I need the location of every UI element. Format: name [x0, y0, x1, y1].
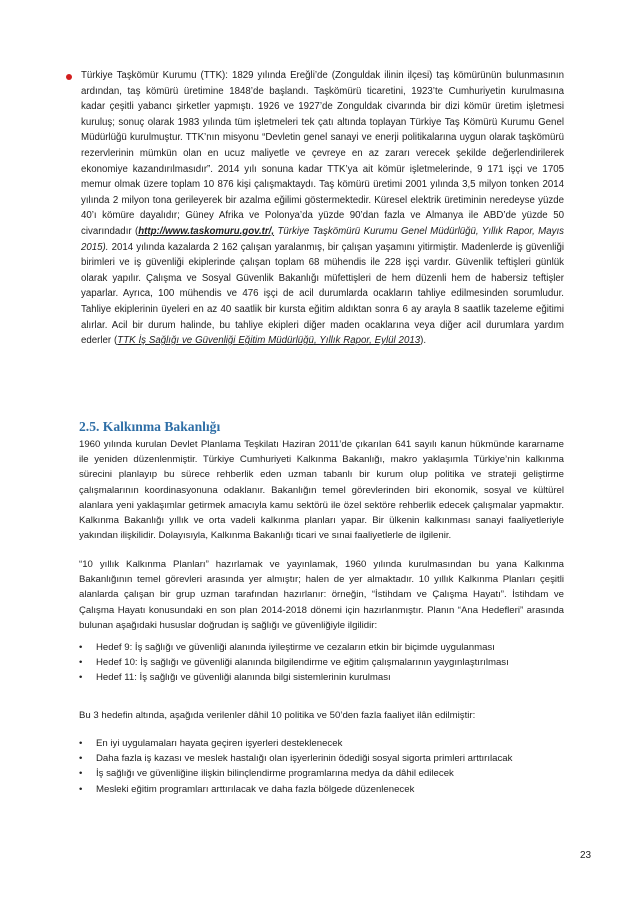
- ttk-source-2-tail: , Yıllık Rapor, Eylül 2013: [313, 335, 421, 347]
- bullet-icon: •: [79, 768, 83, 780]
- section-paragraph-1: 1960 yılında kurulan Devlet Planlama Teşkilatı Haziran 2011’de çıkarılan 641 sayılı kanun hükmünde kararname ile yeniden düzenlenmiştir. Türkiye Cumhuriyeti Kalkınma Bakanlığı, makro yaklaşımla Türkiye’nin kalkınma sürecini planlayıp bu sürece rehberlik eden uzman tabanlı bir kurum olup politika ve strateji geliştirme çalışmalarının koordinasyonuna odaklanır. Bakanlığın temel görevlerinden biri ekonomik, sosyal ve kültürel alanlara yeni yaklaşımlar getirmek amacıyla kamu sektörü ile özel sektöre rehberlik edecek çalışmalar yapmaktır. Kalkınma Bakanlığı yıllık ve orta vadeli kalkınma planları yapar. Bir ülkenin kalkınması sanayi faaliyetleriyle yakından ilişkilidir. Dolayısıyla, Kalkınma Bakanlığı ticari ve sınai faaliyetlerle de ilgilenir.: [79, 439, 564, 542]
- ttk-paragraph: [81, 68, 564, 349]
- list-item: [79, 670, 564, 685]
- ttk-text-end: ).: [420, 335, 427, 347]
- list-item: [79, 640, 564, 655]
- red-bullet-icon: [66, 74, 72, 80]
- bullet-icon: •: [79, 738, 83, 749]
- ttk-source-2: TTK İş Sağlığı ve Güvenliği Eğitim Müdürlüğü: [117, 335, 314, 347]
- section-paragraph-3: Bu 3 hedefin altında, aşağıda verilenler dâhil 10 politika ve 50’den fazla faaliyet ilân edilmiştir:: [79, 710, 476, 721]
- bullet-icon: •: [79, 642, 83, 653]
- taskomuru-link[interactable]: http://www.taskomuru.gov.tr/,: [138, 225, 275, 237]
- activities-list: [79, 736, 564, 797]
- ttk-text-intro: Türkiye Taşkömür Kurumu (TTK): 1829 yılında Ereğli’de (Zonguldak ilinin ilçesi) taş kömürünün bulunmasının ardından, taş kömürü üretimine 1848’de başlandı. Taşkömürü ticaretini, 1923’te Cumhuriyetin kurulmasına kadar çeşitli yabancı şirketler yapmıştı. 1926 ve 1927’de Zonguldak civarında bir dizi kömür üretim işletmesi kuruluş; sonuç olarak 1983 yılında tüm işletmeleri tek çatı altında toplayan Türkiye Taş Kömürü Kurumu Genel Müdürlüğü kurulmuştur. TTK’nın misyonu “Devletin genel sanayi ve enerji politikalarına uygun olarak taşkömürü rezervlerinin mümkün olan en ucuz maliyetle ve çevreye en az zararı verecek şekilde değerlendirilerek ekonomiye kazandırılmasıdır”. 2014 yılı sonuna kadar TTK’ya ait kömür işletmelerinde, 9 171 işçi ve 1705 memur olmak üzere toplam 10 876 kişi çalışmaktaydı. Taş kömürü üretimi 2001 yılında 3,5 milyon tonken 2014 yılında 2 milyon tona gerileyerek bir azalma eğilimi göstermektedir. Küresel elektrik üretiminin neredeyse yüzde 40’ı kömüre dayalıdır; Güney Afrika ve Polonya’da yüzde 90’dan fazla ve Almanya ile ABD’de yüzde 50 civarındadır (: [81, 70, 564, 237]
- bullet-icon: •: [79, 753, 83, 765]
- bullet-icon: •: [79, 783, 83, 795]
- section-paragraph-2: “10 yıllık Kalkınma Planları” hazırlamak ve yayınlamak, 1960 yılında kurulmasından bu yana Kalkınma Bakanlığının temel görevleri arasında yer almıştır; halen de yer almaktadır. 10 yıllık Kalkınma Planları çeşitli alanlarda çalışan bir grup uzman tarafından hazırlanır: örneğin, “İstihdam ve Çalışma Hayatı”. İstihdam ve Çalışma Hayatı konusundaki en son plan 2014-2018 dönemi için hazırlanmıştır. Planın “Ana Hedefleri” arasında bulunan aşağıdaki hususlar doğrudan iş sağlığı ve güvenliğiyle ilgilidir:: [79, 559, 564, 631]
- activity-text: En iyi uygulamaları hayata geçiren işyerleri desteklenecek: [96, 738, 343, 749]
- ttk-text-middle: 2014 yılında kazalarda 2 162 çalışan yaralanmış, bir çalışan yaşamını yitirmiştir. Madenlerde iş güvenliği birimleri ve iş güvenliği ekiplerinde çalışan toplam 68 mühendis ile 228 işçi vardır. Güvenlik teftişleri günlük olarak yapılır. Çalışma ve Sosyal Güvenlik Bakanlığı müfettişleri de hem düzenli hem de habersiz teftişler yaparlar. Ayrıca, 100 mühendis ve 476 işçi de acil durumlarda ocakların tahliye edilmesinden sorumludur. Tahliye ekiplerinin üyeleri en az 40 saatlik bir kursta eğitim aldıktan sonra 6 ay arayla 8 saatlik tazeleme eğitimi alırlar. Acil bir durum halinde, bu tahliye ekipleri diğer maden ocaklarına veya diğer acil durumlara yardım ederler (: [81, 241, 564, 347]
- bullet-icon: •: [79, 672, 83, 684]
- activity-text: İş sağlığı ve güvenliğine ilişkin bilinçlendirme programlarına medya da dâhil edilecek: [96, 768, 454, 780]
- section-heading: 2.5. Kalkınma Bakanlığı: [79, 419, 221, 434]
- ttk-source-1: Türkiye Taşkömürü Kurumu Genel Müdürlüğü, Yıllık Rapor, Mayıs 2015).: [81, 225, 564, 253]
- list-item: [79, 751, 564, 766]
- list-item: [79, 655, 564, 670]
- page-number: 23: [580, 850, 592, 861]
- activity-text: Daha fazla iş kazası ve meslek hastalığı olan işyerlerinin ödediği sosyal sigorta primleri arttırılacak: [96, 753, 513, 765]
- activity-text: Mesleki eğitim programları arttırılacak ve daha fazla bölgede düzenlenecek: [96, 783, 415, 795]
- bullet-icon: •: [79, 657, 83, 669]
- list-item: [79, 782, 564, 797]
- goal-text: Hedef 11: İş sağlığı ve güvenliği alanında bilgi sistemlerinin kurulması: [96, 672, 391, 684]
- ttk-bullet-item: [66, 68, 564, 349]
- goals-list: [79, 640, 564, 686]
- goal-text: Hedef 9: İş sağlığı ve güvenliği alanında iyileştirme ve cezaların etkin bir biçimde uygulanması: [96, 642, 495, 653]
- list-item: [79, 736, 564, 751]
- list-item: [79, 766, 564, 781]
- goal-text: Hedef 10: İş sağlığı ve güvenliği alanında bilgilendirme ve eğitim çalışmalarının yaygınlaştırılması: [96, 657, 509, 669]
